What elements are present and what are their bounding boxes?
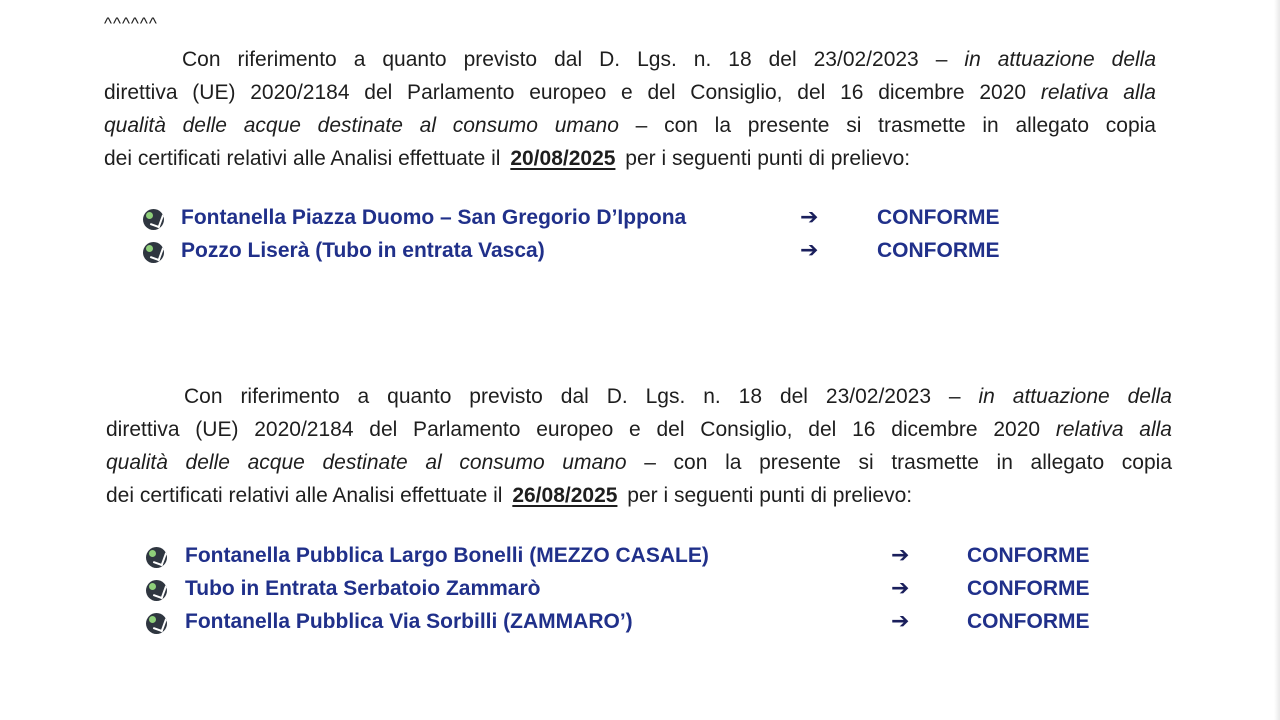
checkmark-bullet-icon	[146, 580, 167, 601]
right-arrow-icon: ➔	[891, 608, 910, 633]
right-arrow-icon: ➔	[891, 575, 910, 600]
analysis-date-1: 20/08/2025	[510, 147, 616, 170]
paragraph-2-line-3: qualità delle acque destinate al consumo umano – con la presente si trasmette in allegato copia	[106, 451, 1172, 474]
conformity-status: CONFORME	[967, 610, 1090, 633]
right-arrow-icon: ➔	[800, 204, 819, 229]
list-item	[143, 237, 1043, 270]
conformity-status: CONFORME	[967, 577, 1090, 600]
paragraph-1-line-2: direttiva (UE) 2020/2184 del Parlamento europeo e del Consiglio, del 16 dicembre 2020 relativa alla	[104, 81, 1156, 104]
right-arrow-icon: ➔	[891, 542, 910, 567]
sampling-point-name: Fontanella Pubblica Via Sorbilli (ZAMMARO’)	[185, 610, 633, 633]
checkmark-bullet-icon	[143, 209, 164, 230]
paragraph-2	[106, 380, 1172, 512]
conformity-status: CONFORME	[967, 544, 1090, 567]
sampling-point-name: Pozzo Liserà (Tubo in entrata Vasca)	[181, 239, 545, 262]
sampling-points-list-2	[146, 542, 1126, 641]
paragraph-1-line-4: dei certificati relativi alle Analisi effettuate il 20/08/2025 per i seguenti punti di prelievo:	[104, 147, 911, 170]
list-item	[146, 542, 1126, 575]
sampling-point-name: Tubo in Entrata Serbatoio Zammarò	[185, 577, 541, 600]
list-item	[146, 608, 1126, 641]
paragraph-2-line-1: Con riferimento a quanto previsto dal D. Lgs. n. 18 del 23/02/2023 – in attuazione della	[184, 385, 1172, 408]
paragraph-2-line-4: dei certificati relativi alle Analisi effettuate il 26/08/2025 per i seguenti punti di prelievo:	[106, 484, 913, 507]
page-edge-shadow	[1274, 0, 1280, 720]
right-arrow-icon: ➔	[800, 237, 819, 262]
separator-carets: ^^^^^^	[104, 14, 158, 33]
sampling-points-list-1	[143, 204, 1043, 270]
sampling-point-name: Fontanella Pubblica Largo Bonelli (MEZZO CASALE)	[185, 544, 709, 567]
checkmark-bullet-icon	[143, 242, 164, 263]
sampling-point-name: Fontanella Piazza Duomo – San Gregorio D’Ippona	[181, 206, 687, 229]
conformity-status: CONFORME	[877, 239, 1000, 262]
list-item	[146, 575, 1126, 608]
paragraph-1	[104, 43, 1156, 175]
conformity-status: CONFORME	[877, 206, 1000, 229]
checkmark-bullet-icon	[146, 613, 167, 634]
paragraph-1-line-1: Con riferimento a quanto previsto dal D. Lgs. n. 18 del 23/02/2023 – in attuazione della	[182, 48, 1157, 71]
paragraph-2-line-2: direttiva (UE) 2020/2184 del Parlamento europeo e del Consiglio, del 16 dicembre 2020 relativa alla	[106, 418, 1172, 441]
checkmark-bullet-icon	[146, 547, 167, 568]
paragraph-1-line-3: qualità delle acque destinate al consumo umano – con la presente si trasmette in allegato copia	[104, 114, 1156, 137]
analysis-date-2: 26/08/2025	[512, 484, 618, 507]
list-item	[143, 204, 1043, 237]
